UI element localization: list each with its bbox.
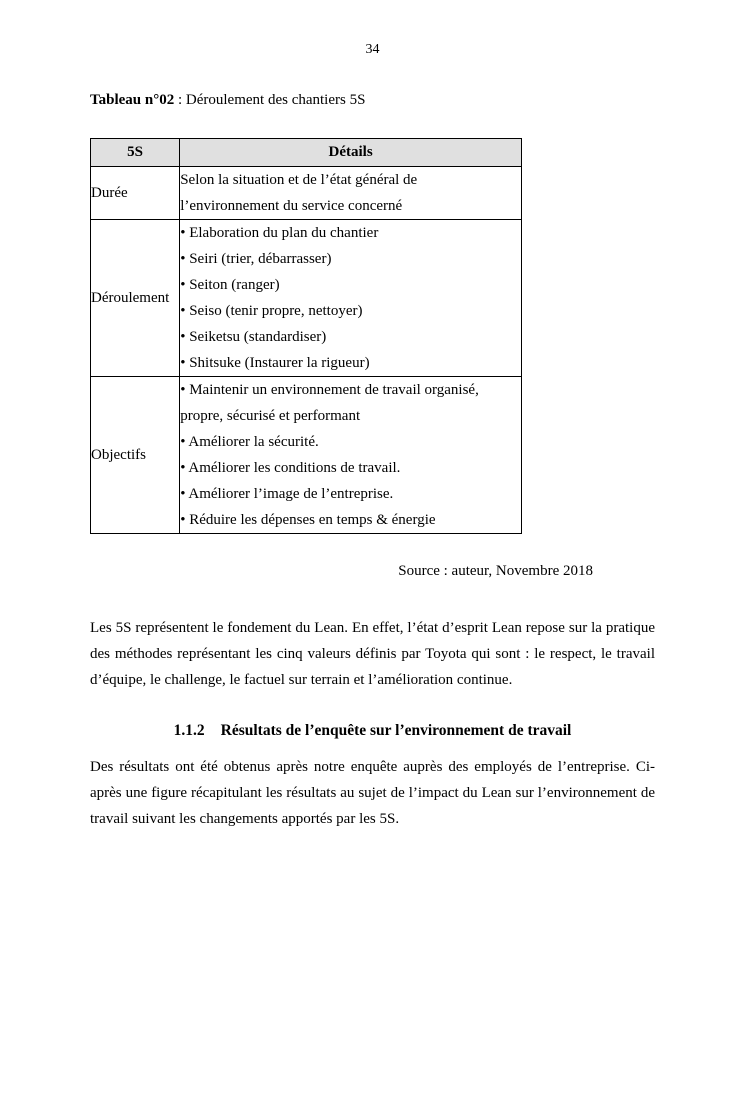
- table-caption: [90, 91, 655, 109]
- table-header-row: [91, 139, 522, 167]
- paragraph-survey-results: Des résultats ont été obtenus après notre enquête auprès des employés de l’entreprise. Ci-après une figure récapitulant les résultats au sujet de l’impact du Lean sur l’environnement de travail suivant les changements apportés par les 5S.: [90, 759, 655, 827]
- document-page: [0, 42, 745, 1095]
- paragraph-lean-intro: Les 5S représentent le fondement du Lean. En effet, l’état d’esprit Lean repose sur la pratique des méthodes représentant les cinq valeurs définis par Toyota qui sont : le respect, le travail d’équipe, le challenge, le factuel sur terrain et l’amélioration continue.: [90, 620, 655, 688]
- detail-line: • Seiso (tenir propre, nettoyer): [180, 303, 363, 319]
- table-row-duree: [91, 167, 522, 220]
- detail-line: • Elaboration du plan du chantier: [180, 225, 379, 241]
- detail-line: • Améliorer les conditions de travail.: [180, 460, 401, 476]
- row-label-duree: Durée: [91, 167, 180, 220]
- row-label-objectifs: Objectifs: [91, 377, 180, 534]
- detail-line: • Améliorer l’image de l’entreprise.: [180, 486, 394, 502]
- section-heading: [90, 721, 655, 741]
- table-row-deroulement: [91, 220, 522, 377]
- detail-line: • Seiketsu (standardiser): [180, 329, 327, 345]
- header-cell-5s: 5S: [91, 139, 180, 167]
- row-details-objectifs: [180, 377, 522, 534]
- detail-line: • Maintenir un environnement de travail organisé,: [180, 382, 479, 398]
- detail-line: • Améliorer la sécurité.: [180, 434, 319, 450]
- table-caption-text: : Déroulement des chantiers 5S: [174, 92, 366, 108]
- detail-line: Selon la situation et de l’état général de: [180, 172, 418, 188]
- section-heading-number: 1.1.2: [173, 722, 205, 739]
- source-note: Source : auteur, Novembre 2018: [398, 563, 593, 579]
- row-details-duree: [180, 167, 522, 220]
- detail-line: • Seiri (trier, débarrasser): [180, 251, 332, 267]
- table-caption-label: Tableau n°02: [90, 92, 175, 108]
- header-cell-details: Détails: [180, 139, 522, 167]
- detail-line: • Seiton (ranger): [180, 277, 280, 293]
- row-details-deroulement: [180, 220, 522, 377]
- detail-line: propre, sécurisé et performant: [180, 408, 361, 424]
- table-row-objectifs: [91, 377, 522, 534]
- detail-line: • Shitsuke (Instaurer la rigueur): [180, 355, 370, 371]
- table-5s: [90, 138, 522, 534]
- page-number: 34: [365, 42, 380, 57]
- detail-line: l’environnement du service concerné: [180, 198, 403, 214]
- section-heading-text: Résultats de l’enquête sur l’environnement de travail: [220, 722, 572, 739]
- row-label-deroulement: Déroulement: [91, 220, 180, 377]
- detail-line: • Réduire les dépenses en temps & énergie: [180, 512, 436, 528]
- page-content: [0, 42, 745, 832]
